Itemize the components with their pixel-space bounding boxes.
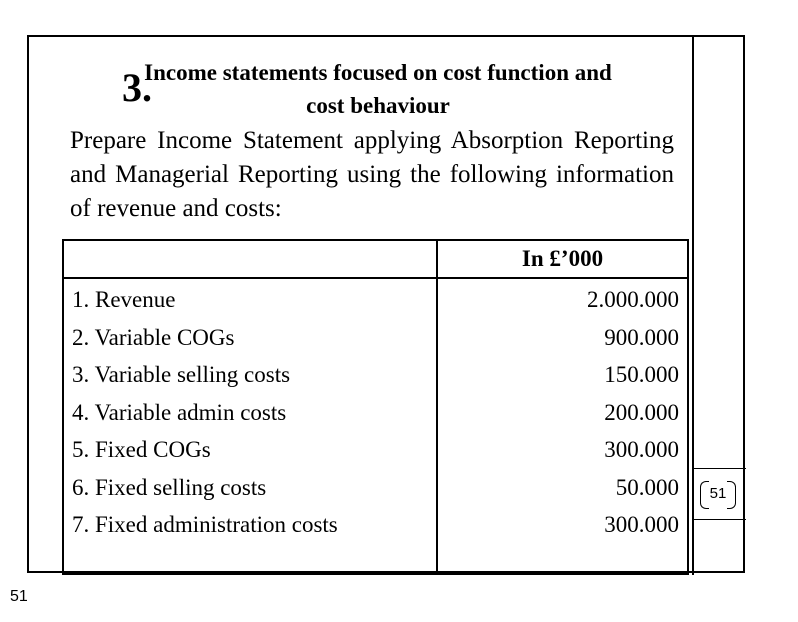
item-value: 300.000 xyxy=(604,512,679,537)
item-value: 150.000 xyxy=(604,362,679,387)
table-header-unit: In £’000 xyxy=(437,240,688,278)
table-header-row xyxy=(63,240,688,278)
item-value: 900.000 xyxy=(604,324,679,350)
item-label: 4. Variable admin costs xyxy=(72,399,287,425)
instruction-paragraph: Prepare Income Statement applying Absorption Reporting and Managerial Reporting using the following information of revenue and costs: xyxy=(70,127,674,222)
table-body-row xyxy=(63,278,688,574)
item-value: 50.000 xyxy=(615,474,679,500)
side-divider xyxy=(692,35,694,575)
item-label: 5. Fixed COGs xyxy=(72,437,211,462)
item-value: 300.000 xyxy=(604,437,679,462)
item-value: 200.000 xyxy=(604,399,679,425)
slide-number: 3. xyxy=(122,65,152,110)
slide-title xyxy=(70,56,686,122)
slide-title-line1: Income statements focused on cost function and xyxy=(144,60,612,85)
values-column xyxy=(437,278,688,574)
page-badge: 51 xyxy=(696,475,740,513)
item-label: 6. Fixed selling costs xyxy=(72,474,267,500)
table-header-blank xyxy=(63,240,437,278)
item-label: 3. Variable selling costs xyxy=(72,362,291,387)
item-label: 7. Fixed administration costs xyxy=(72,512,338,537)
item-label: 1. Revenue xyxy=(72,287,176,312)
items-column xyxy=(63,278,437,574)
item-value: 2.000.000 xyxy=(587,287,679,312)
cost-table xyxy=(62,239,689,575)
page-number: 51 xyxy=(10,588,28,605)
slide-title-line2: cost behaviour xyxy=(306,93,450,118)
side-divider-lower xyxy=(692,519,746,520)
item-label: 2. Variable COGs xyxy=(72,324,235,350)
side-divider-upper xyxy=(692,468,746,469)
